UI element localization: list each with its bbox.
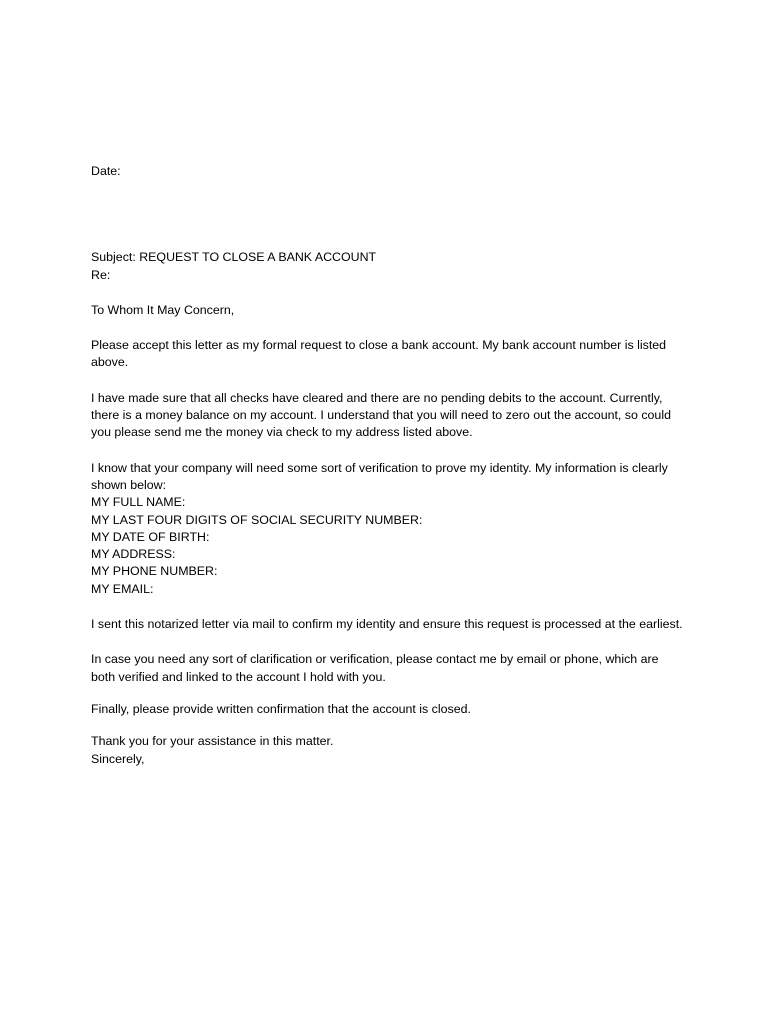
date-label: Date: [91,164,121,178]
salutation-text: To Whom It May Concern, [91,302,235,317]
subject-line: Subject: REQUEST TO CLOSE A BANK ACCOUNT [91,250,377,265]
paragraph-line: above. [91,355,129,370]
paragraph-line: there is a money balance on my account. I understand that you will need to zero out the account, so could [91,408,671,423]
paragraph-balance [91,390,711,442]
field-phone-number: MY PHONE NUMBER: [91,564,218,579]
field-ssn-last-four: MY LAST FOUR DIGITS OF SOCIAL SECURITY NUMBER: [91,512,423,527]
paragraph-line: you please send me the money via check to my address listed above. [91,425,473,440]
paragraph-line: I have made sure that all checks have cleared and there are no pending debits to the account. Currently, [91,390,663,405]
paragraph-line: Finally, please provide written confirmation that the account is closed. [91,701,471,716]
paragraph-line: I know that your company will need some sort of verification to prove my identity. My information is clearly [91,460,668,475]
thanks-line: Thank you for your assistance in this matter. [91,734,334,749]
paragraph-line: Please accept this letter as my formal request to close a bank account. My bank account number is listed [91,338,667,353]
paragraph-contact [91,651,711,686]
field-email: MY EMAIL: [91,581,154,596]
field-full-name: MY FULL NAME: [91,495,186,510]
field-address: MY ADDRESS: [91,547,176,562]
field-date-of-birth: MY DATE OF BIRTH: [91,529,210,544]
subject-block [91,249,711,284]
closing-block [91,733,711,768]
paragraph-line: both verified and linked to the account I hold with you. [91,669,386,684]
paragraph-request [91,337,711,372]
paragraph-line: In case you need any sort of clarification or verification, please contact me by email or phone, which are [91,652,659,667]
re-line: Re: [91,267,111,282]
salutation [91,302,711,319]
paragraph-line: shown below: [91,477,167,492]
paragraph-verification [91,460,711,598]
letter-body [91,163,711,768]
closing-line: Sincerely, [91,751,145,766]
paragraph-confirmation [91,701,711,718]
paragraph-notarized [91,616,711,633]
paragraph-line: I sent this notarized letter via mail to confirm my identity and ensure this request is processed at the earliest. [91,617,683,632]
